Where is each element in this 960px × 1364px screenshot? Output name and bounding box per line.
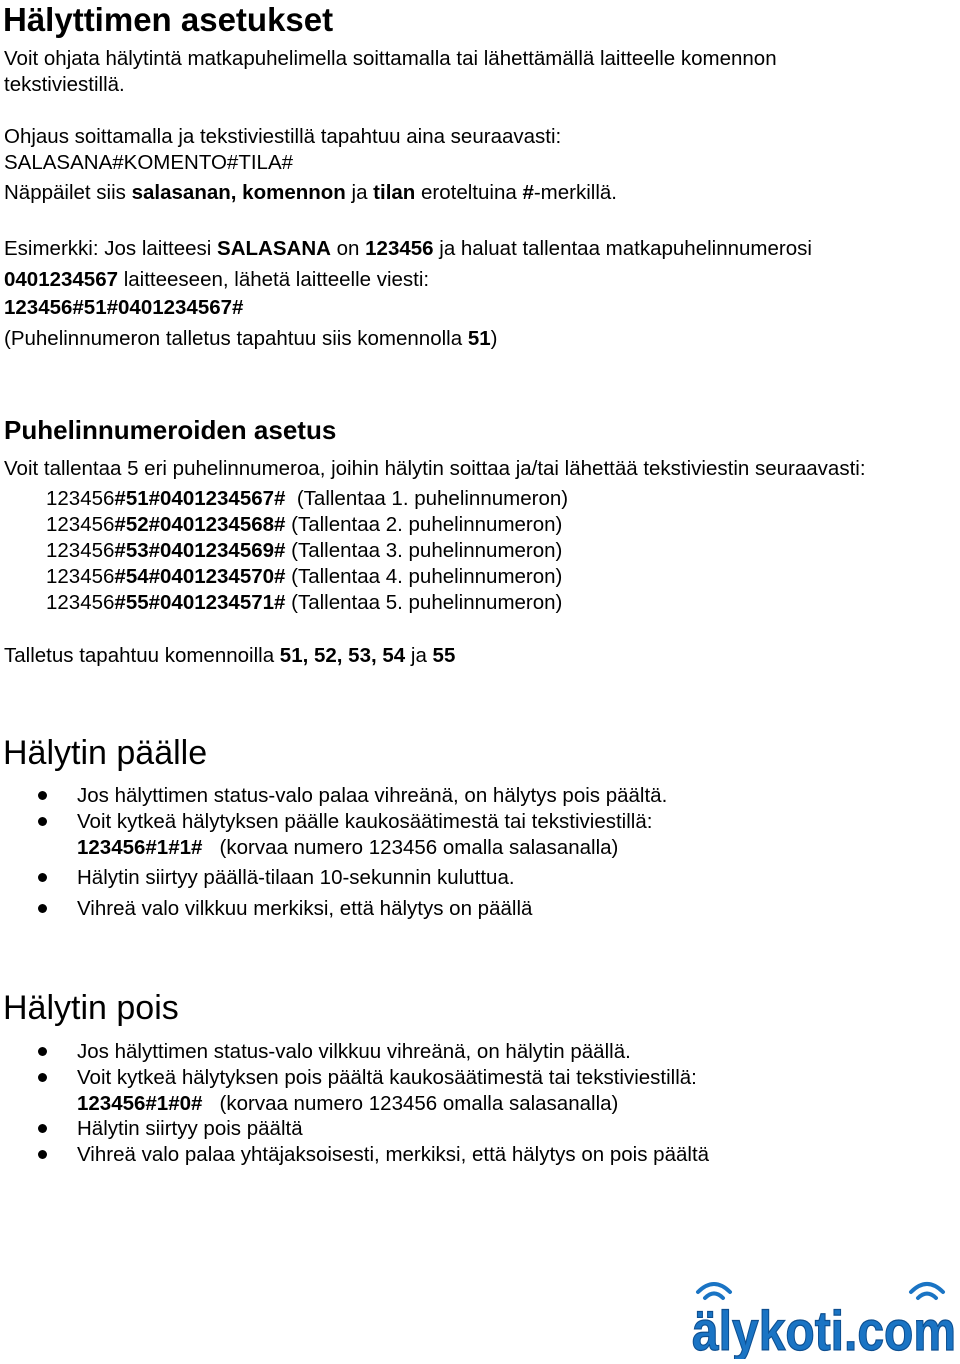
alarm-on-item-2-code: 123456#1#1# (korvaa numero 123456 omalla salasanalla) [77,836,619,859]
format-intro: Ohjaus soittamalla ja tekstiviestillä tapahtuu aina seuraavasti: [4,125,562,148]
example-line-1: Esimerkki: Jos laitteesi SALASANA on 123456 ja haluat tallentaa matkapuhelinnumerosi [4,237,812,260]
logo-graphic [688,1270,960,1359]
section-heading-phone-numbers: Puhelinnumeroiden asetus [4,415,337,445]
bullet-icon [38,873,47,882]
alarm-on-item-3: Hälytin siirtyy päällä-tilaan 10-sekunnin kuluttua. [77,866,515,889]
alarm-off-item-3: Hälytin siirtyy pois päältä [77,1117,303,1140]
bullet-icon [38,1124,47,1133]
format-string: SALASANA#KOMENTO#TILA# [4,151,294,174]
alykoti-logo [688,1270,960,1359]
example-note: (Puhelinnumeron talletus tapahtuu siis komennolla 51) [4,327,498,350]
example-line-2: 0401234567 laitteeseen, lähetä laitteelle viesti: [4,268,430,291]
code-line-3: 123456#53#0401234569# (Tallentaa 3. puhelinnumeron) [46,539,563,562]
phone-numbers-summary: Talletus tapahtuu komennoilla 51, 52, 53, 54 ja 55 [4,644,456,667]
phone-numbers-intro: Voit tallentaa 5 eri puhelinnumeroa, joihin hälytin soittaa ja/tai lähettää tekstiviestin seuraavasti: [4,457,866,480]
bullet-icon [38,1047,47,1056]
alarm-on-item-1: Jos hälyttimen status-valo palaa vihreänä, on hälytys pois päältä. [77,784,668,807]
alarm-off-item-4: Vihreä valo palaa yhtäjaksoisesti, merkiksi, että hälytys on pois päältä [77,1143,710,1166]
alarm-on-item-4: Vihreä valo vilkkuu merkiksi, että hälytys on päällä [77,897,533,920]
alarm-off-item-1: Jos hälyttimen status-valo vilkkuu vihreänä, on hälytin päällä. [77,1040,631,1063]
bullet-icon [38,791,47,800]
logo-text: älykoti.com [692,1299,956,1359]
intro-line-2: tekstiviestillä. [4,73,125,96]
intro-line-1: Voit ohjata hälytintä matkapuhelimella soittamalla tai lähettämällä laitteelle komennon [4,47,777,70]
bullet-icon [38,817,47,826]
alarm-off-item-2: Voit kytkeä hälytyksen pois päältä kaukosäätimestä tai tekstiviestillä: [77,1066,697,1089]
code-line-2: 123456#52#0401234568# (Tallentaa 2. puhelinnumeron) [46,513,563,536]
alarm-on-item-2: Voit kytkeä hälytyksen päälle kaukosäätimestä tai tekstiviestillä: [77,810,653,833]
code-line-1: 123456#51#0401234567# (Tallentaa 1. puhelinnumeron) [46,487,569,510]
page-title: Hälyttimen asetukset [3,1,334,38]
code-line-5: 123456#55#0401234571# (Tallentaa 5. puhelinnumeron) [46,591,563,614]
bullet-icon [38,1150,47,1159]
bullet-icon [38,1073,47,1082]
alarm-off-item-2-code: 123456#1#0# (korvaa numero 123456 omalla salasanalla) [77,1092,619,1115]
section-heading-alarm-off: Hälytin pois [3,989,179,1027]
wifi-signal-icon [698,1284,943,1298]
format-explanation: Näppäilet siis salasanan, komennon ja tilan eroteltuina #-merkillä. [4,181,618,204]
bullet-icon [38,904,47,913]
example-sms: 123456#51#0401234567# [4,296,244,319]
section-heading-alarm-on: Hälytin päälle [3,734,208,772]
code-line-4: 123456#54#0401234570# (Tallentaa 4. puhelinnumeron) [46,565,563,588]
